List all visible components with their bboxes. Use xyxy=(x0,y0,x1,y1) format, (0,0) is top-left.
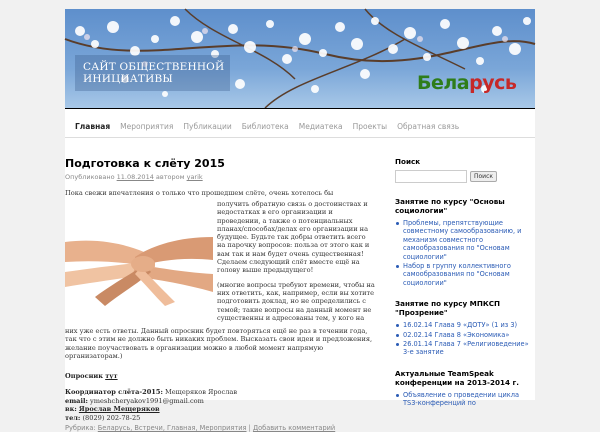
sociology-widget-title: Занятие по курсу "Основы социологии" xyxy=(395,197,505,215)
nav-item-home[interactable]: Главная xyxy=(75,122,111,131)
logo-text-part1: Бела xyxy=(417,72,470,94)
site-title-line1: САЙТ ОБЩЕСТВЕННОЙ xyxy=(83,61,225,73)
email-line xyxy=(65,397,377,406)
page-wrapper xyxy=(65,9,535,432)
category-links[interactable]: Беларусь, Встречи, Главная, Мероприятия xyxy=(97,424,247,432)
phone-line xyxy=(65,414,377,423)
nav-item-media[interactable]: Медиатека xyxy=(298,122,343,131)
post-title[interactable]: Подготовка к слёту 2015 xyxy=(65,157,225,170)
nav-divider xyxy=(65,137,535,138)
list-item[interactable]: Набор в группу коллективного самообразования по "Основам социологии" xyxy=(403,262,535,287)
teamspeak-widget-title: Актуальные TeamSpeak конференции на 2013-2014 г. xyxy=(395,368,519,387)
post-contacts xyxy=(65,372,377,423)
rubric-label: Рубрика: xyxy=(65,424,96,432)
prozrenie-widget-list xyxy=(395,321,535,357)
nav-item-library[interactable]: Библиотека xyxy=(241,122,289,131)
nav-item-feedback[interactable]: Обратная связь xyxy=(397,122,460,131)
nav-item-events[interactable]: Мероприятия xyxy=(120,122,174,131)
list-item[interactable]: Проблемы, препятствующие совместному самообразованию, и механизм совместного самообразования по "Основам социологии" xyxy=(403,219,535,261)
email-label: email: xyxy=(65,396,88,405)
search-form xyxy=(395,170,535,183)
main-nav xyxy=(65,119,535,135)
post-paragraph-1: получить обратную связь о достоинствах и недостатках в его организации и проведении, а также о потенциальных планах/способах/делах его организации на будущее. Будьте так добры ответить всего на парочку вопросов: польза от этого как и вам так и нам будет очень существенная! Сделаем следующий слёт вместе ещё на голову выше предыдущего! xyxy=(217,200,370,275)
coordinator-name: Мещеряков Ярослав xyxy=(165,387,238,396)
search-input[interactable] xyxy=(395,170,467,183)
sidebar xyxy=(395,157,535,420)
post-author-link[interactable]: yarik xyxy=(186,173,203,181)
search-widget-title: Поиск xyxy=(395,157,421,166)
vk-link[interactable]: Ярослав Мещеряков xyxy=(78,405,160,414)
post-right-column xyxy=(217,200,375,322)
nav-item-projects[interactable]: Проекты xyxy=(352,122,388,131)
survey-label: Опросник xyxy=(65,372,104,380)
search-button[interactable]: Поиск xyxy=(470,171,497,182)
survey-link[interactable]: тут xyxy=(105,372,118,380)
list-item[interactable]: 16.02.14 Глава 9 «ДОТУ» (1 из 3) xyxy=(403,321,535,329)
list-item[interactable]: 02.02.14 Глава 8 «Экономика» xyxy=(403,331,535,339)
meta-by: автором xyxy=(155,173,185,181)
coordinator-label: Координатор слёта-2015: xyxy=(65,387,163,396)
post xyxy=(65,157,377,432)
list-item[interactable]: Объявление о проведении цикла TS3-конференций по xyxy=(403,391,535,408)
post-paragraph-2: (многие вопросы требуют времени, чтобы на них ответить, как, например, если вы хотите подготовить доклад, но не определились с темой; такие вопросы на данный момент не существенны и адресованы тем, у кого на xyxy=(217,280,375,322)
header-banner[interactable] xyxy=(65,9,535,108)
prozrenie-widget-title: Занятие по курсу МПКСП "Прозрение" xyxy=(395,299,501,318)
phone-value: (8029) 202-78-25 xyxy=(82,414,141,423)
header-divider xyxy=(65,108,535,109)
survey-line xyxy=(65,372,377,381)
nav-item-publications[interactable]: Публикации xyxy=(183,122,232,131)
footer-separator: | xyxy=(248,424,251,432)
teamspeak-widget-list xyxy=(395,391,535,408)
coordinator-line xyxy=(65,388,377,397)
phone-label: тел: xyxy=(65,414,81,423)
post-paragraph-2-cont: них уже есть ответы. Данный опросник будет повторяться ещё не раз в течении года, так что с этим не должно быть никаких проблем. Высказать свои идеи и предложения, желание поучаствовать в организации можно в любой момент напрямую организаторам.) xyxy=(65,327,373,360)
post-footer xyxy=(65,424,335,432)
vk-label: вк: xyxy=(65,405,77,414)
list-item[interactable]: 26.01.14 Глава 7 «Религиоведение» 3-е занятие xyxy=(403,340,535,357)
email-value[interactable]: ymeshcheryakov1991@gmail.com xyxy=(90,396,204,405)
belarus-logo xyxy=(417,72,516,94)
post-meta xyxy=(65,173,377,181)
vk-line xyxy=(65,405,377,414)
meta-prefix: Опубликовано xyxy=(65,173,115,181)
hands-together-image xyxy=(65,212,213,306)
sociology-widget-list xyxy=(395,219,535,287)
post-intro-text: Пока свежи впечатления о только что прошедшем слёте, очень хотелось бы xyxy=(65,189,334,197)
post-date-link[interactable]: 11.08.2014 xyxy=(116,173,154,181)
site-title[interactable] xyxy=(83,61,224,85)
post-entry xyxy=(65,189,377,432)
add-comment-link[interactable]: Добавить комментарий xyxy=(252,424,336,432)
logo-text-part2: русь xyxy=(469,72,517,94)
site-title-line2: ИНИЦИАТИВЫ xyxy=(83,73,173,85)
